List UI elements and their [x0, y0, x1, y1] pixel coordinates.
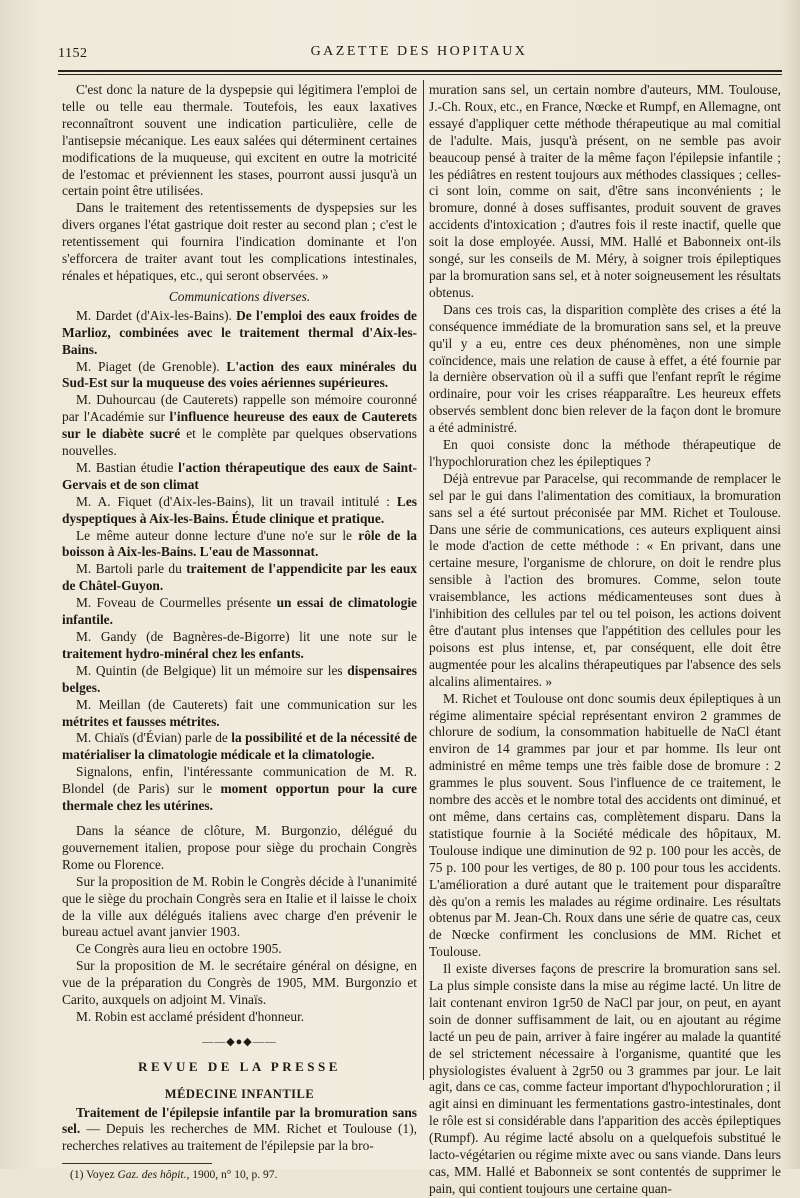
footnote: (1) Voyez Gaz. des hôpit., 1900, n° 10, p. 97.: [70, 1169, 278, 1182]
communication-item: M. Foveau de Courmelles présente un essai de climatologie infantile.: [62, 595, 417, 628]
paragraph: Il existe diverses façons de prescrire la bromuration sans sel. La plus simple consiste dans la mise au régime lacté. Un litre de lait contenant environ 1gr50 de NaCl par jour, on peut, en ayant soin de donner suffisamment de lait, ou en ajoutant au régime lacté un peu de pain, arriver à faire ingérer au malade la quantité de sel strictement nécessaire à l'organisme, quantité que les physiologistes évaluent à 2gr50 ou 3 grammes par jour. Le lait agit, dans ce cas, comme facteur important d'hypochloruration ; il agit ainsi en diminuant les fermentations gastro-intestinales, dont le rôle est si considérable dans l'apparition des accès épileptiques (Rumpf). Au régime lacté absolu on a quelquefois substitué le lacto-végétarien ou régime mixte avec ou sans viande. Dans leurs cas, MM. Hallé et Babonneix se sont contentés de supprimer le pain, qui contient toujours une certaine quan-: [429, 961, 781, 1196]
ornament-divider: ——◆●◆——: [202, 1035, 277, 1048]
footnote-rule: [62, 1163, 212, 1164]
paragraph: Sur la proposition de M. le secrétaire général on désigne, en vue de la préparation du Congrès de 1905, MM. Burgonzio et Carito, auxquels on adjoint M. Vinaïs.: [62, 958, 417, 1008]
paragraph: En quoi consiste donc la méthode thérapeutique de l'hypochloruration chez les épileptiques ?: [429, 437, 781, 469]
paragraph: Déjà entrevue par Paracelse, qui recommande de remplacer le sel par le gui dans l'alimentation des comitiaux, la bromuration sans sel a été surtout préconisée par MM. Richet et Toulouse. Dans une série de communications, ces auteurs expliquent ainsi le mode d'action de cette méthode : « En privant, dans une certaine mesure, l'organisme de chlorure, on doit le rendre plus sensible à l'action des bromures. Comme, selon toute vraisemblance, les actions médicamenteuses sont dues à l'inhibition des cellules par tel ou tel poison, les actions doivent être d'autant plus intenses que l'appétition des cellules pour les poisons est plus intense, et, par conséquent, elle doit être augmentée pour les alcalins thérapeutiques par l'absence des sels alcalins alimentaires. »: [429, 470, 781, 689]
press-section-subtitle: MÉDECINE INFANTILE: [164, 1086, 315, 1101]
journal-title: GAZETTE DES HOPITAUX: [310, 44, 528, 59]
communication-item: Signalons, enfin, l'intéressante communication de M. R. Blondel (de Paris) sur le moment opportun pour la cure thermale chez les utérines.: [62, 764, 417, 814]
communication-item: M. Chiaïs (d'Évian) parle de la possibilité et de la nécessité de matérialiser la climatologie médicale et la climatologie.: [62, 730, 417, 763]
communication-item: M. Bastian étudie l'action thérapeutique des eaux de Saint-Gervais et de son climat: [62, 459, 417, 492]
communication-item: M. Piaget (de Grenoble). L'action des eaux minérales du Sud-Est sur la muqueuse des voies aériennes supérieures.: [62, 358, 417, 391]
column-divider: [423, 80, 424, 1080]
communication-item: M. Dardet (d'Aix-les-Bains). De l'emploi des eaux froides de Marlioz, combinées avec le traitement thermal d'Aix-les-Bains.: [62, 307, 417, 357]
paragraph: Dans la séance de clôture, M. Burgonzio, délégué du gouvernement italien, propose pour siège du prochain Congrès Rome ou Florence.: [62, 822, 417, 872]
communication-item: Le même auteur donne lecture d'une no'e sur le rôle de la boisson à Aix-les-Bains. L'eau de Massonnat.: [62, 527, 417, 560]
right-column: [429, 82, 781, 1198]
communication-item: M. Duhourcau (de Cauterets) rappelle son mémoire couronné par l'Académie sur l'influence heureuse des eaux de Cauterets sur le diabète sucré et le complète par quelques observations nouvelles.: [62, 392, 418, 459]
communication-item: M. Gandy (de Bagnères-de-Bigorre) lit une note sur le traitement hydro-minéral chez les enfants.: [62, 629, 417, 661]
paragraph: M. Richet et Toulouse ont donc soumis deux épileptiques à un régime alimentaire spécial représentant environ 2 grammes de chlorure de sodium, la consommation habituelle de NaCl étant environ de 14 grammes par jour et par homme. Ils leur ont administré en même temps une très faible dose de bromure : 2 grammes le plus souvent. Sous l'influence de ce traitement, le nombre des accès et le nombre total des accidents ont diminué, et ont même, dans certains cas, complètement disparu. Dans la statistique fournie à la Société médicale des hôpitaux, M. Toulouse indique une diminution de 92 p. 100 pour les accès, de 75 p. 100 pour les vertiges, de 80 p. 100 pour tous les accidents. L'amélioration a duré autant que le traitement pour disparaître dès qu'on a remis les malades au régime ordinaire. Les résultats obtenus par M. Jean-Ch. Roux dans une série de quatre cas, ceux de Nœcke confirment les conclusions de MM. Richet et Toulouse.: [429, 690, 781, 960]
header-rule: [58, 70, 782, 72]
page-number: 1152: [58, 46, 88, 61]
communication-item: M. Bartoli parle du traitement de l'appendicite par les eaux de Châtel-Guyon.: [62, 561, 417, 594]
paragraph: Dans le traitement des retentissements de dyspepsies sur les divers organes l'état gastrique doit rester au second plan ; c'est le retentissement qui fournira l'indication dominante et l'on s'efforcera de traiter avant tout les complications intestinales, rénales et hépatiques, etc., qui seront observées. »: [62, 200, 417, 283]
communication-item: M. Meillan (de Cauterets) fait une communication sur les métrites et fausses métrites.: [62, 696, 417, 729]
paragraph: M. Robin est acclamé président d'honneur.: [76, 1008, 305, 1024]
paragraph: Dans ces trois cas, la disparition complète des crises a été la conséquence immédiate de la bromuration sans sel, et la preuve qu'il y a eu, entre ces deux phénomènes, non une simple coïncidence, mais une relation de cause à effet, a été fournie par la dernière observation où il a suffi que l'enfant reprît le régime ordinaire, pour voir les crises réapparaître. Les heureux effets observés semblent donc bien relever de la façon dont le bromure a été administré.: [429, 301, 781, 436]
left-column: [62, 82, 417, 1184]
section-title-communications: Communications diverses.: [168, 288, 311, 304]
paragraph: Traitement de l'épilepsie infantile par la bromuration sans sel. — Depuis les recherches de MM. Richet et Toulouse (1), recherches relatives au traitement de l'épilepsie par la bro-: [62, 1104, 417, 1154]
header-rule-thin: [58, 74, 782, 75]
paragraph: Sur la proposition de M. Robin le Congrès décide à l'unanimité que le siège du prochain Congrès sera en Italie et il laisse le choix de la ville aux délégués italiens avec charge d'en prévenir le bureau actuel avant janvier 1903.: [62, 873, 417, 940]
paragraph: Ce Congrès aura lieu en octobre 1905.: [76, 941, 282, 957]
communication-item: M. Quintin (de Belgique) lit un mémoire sur les dispensaires belges.: [62, 662, 417, 695]
press-review-title: REVUE DE LA PRESSE: [138, 1058, 341, 1074]
communication-item: M. A. Fiquet (d'Aix-les-Bains), lit un travail intitulé : Les dyspeptiques à Aix-les-Bains. Étude clinique et pratique.: [62, 493, 417, 526]
paragraph: C'est donc la nature de la dyspepsie qui légitimera l'emploi de telle ou telle eau thermale. Toutefois, les eaux laxatives reconnaîtront souvent une indication particulière, celle de l'antisepsie mécanique. Les eaux salées qui déterminent certaines modifications de la muqueuse, qui excitent en outre la motricité de l'estomac et préviennent les stases, pourront aussi jusqu'à un certain point être utilisées.: [62, 82, 417, 199]
paragraph: muration sans sel, un certain nombre d'auteurs, MM. Toulouse, J.-Ch. Roux, etc., en France, Nœcke et Rumpf, en Allemagne, ont essayé d'appliquer cette méthode thérapeutique au mal comitial de l'adulte. Mais, jusqu'à présent, on ne semble pas avoir beaucoup pensé à traiter de la même façon l'épilepsie infantile ; les pédiâtres en restent toujours aux méthodes classiques ; celles-ci sont loin, comme on sait, d'être sans inconvénients ; le bromure, donné à doses suffisantes, produit souvent de graves accidents d'intoxication ; d'autres fois il reste inactif, quelle que soit la dose employée. Aussi, MM. Hallé et Babonneix ont-ils songé, sur les conseils de M. Méry, à soigner trois épileptiques par la bromuration sans sel, et à noter soigneusement les résultats obtenus.: [429, 82, 781, 300]
page-header: [58, 42, 780, 66]
